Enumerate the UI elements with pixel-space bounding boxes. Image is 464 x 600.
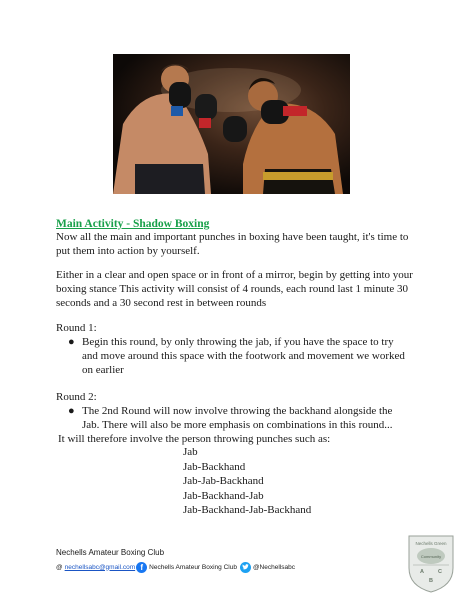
- logo-letter-b: B: [429, 578, 433, 584]
- round-2-text: The 2nd Round will now involve throwing the backhand alongside the Jab. There will also be more emphasis on combinations in this round...: [82, 405, 393, 431]
- combination-list: [183, 445, 311, 518]
- round-1-text: Begin this round, by only throwing the jab, if you have the space to try and move around this space with the footwork and movement we worked on earlier: [82, 336, 405, 376]
- logo-letter-c: C: [438, 569, 442, 575]
- logo-mid-text: Community: [420, 554, 442, 559]
- round-2-label: Round 2:: [56, 391, 97, 403]
- boxing-match-photo: [113, 54, 350, 194]
- facebook-name[interactable]: Nechells Amateur Boxing Club: [149, 563, 237, 571]
- footer-contact: [56, 560, 295, 574]
- logo-letter-a: A: [420, 569, 424, 575]
- at-icon: @: [56, 563, 63, 571]
- combination-item: Jab-Backhand-Jab: [183, 489, 264, 502]
- bullet-icon: ●: [68, 336, 75, 348]
- section-heading: Main Activity - Shadow Boxing: [56, 218, 210, 230]
- combination-item: Jab-Backhand: [183, 460, 246, 473]
- combination-item: Jab-Jab-Backhand: [183, 475, 264, 487]
- intro-paragraph: Now all the main and important punches in boxing have been taught, it's time to put them into action by yourself.: [56, 231, 409, 257]
- facebook-icon[interactable]: f: [136, 562, 147, 573]
- setup-paragraph: Either in a clear and open space or in front of a mirror, begin by getting into your boxing stance This activity will consist of 4 rounds, each round last 1 minute 30 seconds and a 30 second rest in between rounds: [56, 269, 413, 309]
- twitter-handle[interactable]: @Nechellsabc: [252, 563, 295, 571]
- combination-item: Jab-Backhand-Jab-Backhand: [183, 504, 312, 516]
- logo-top-text: Nechells Green: [415, 541, 447, 546]
- footer-club-name: Nechells Amateur Boxing Club: [56, 548, 165, 557]
- twitter-icon[interactable]: [240, 562, 251, 573]
- round-1-label: Round 1:: [56, 322, 97, 334]
- club-logo: [407, 534, 455, 594]
- combination-item: Jab: [183, 446, 198, 458]
- email-link[interactable]: nechellsabc@gmail.com: [64, 563, 136, 571]
- involve-text: It will therefore involve the person throwing punches such as:: [58, 433, 331, 445]
- bullet-icon: ●: [68, 405, 75, 417]
